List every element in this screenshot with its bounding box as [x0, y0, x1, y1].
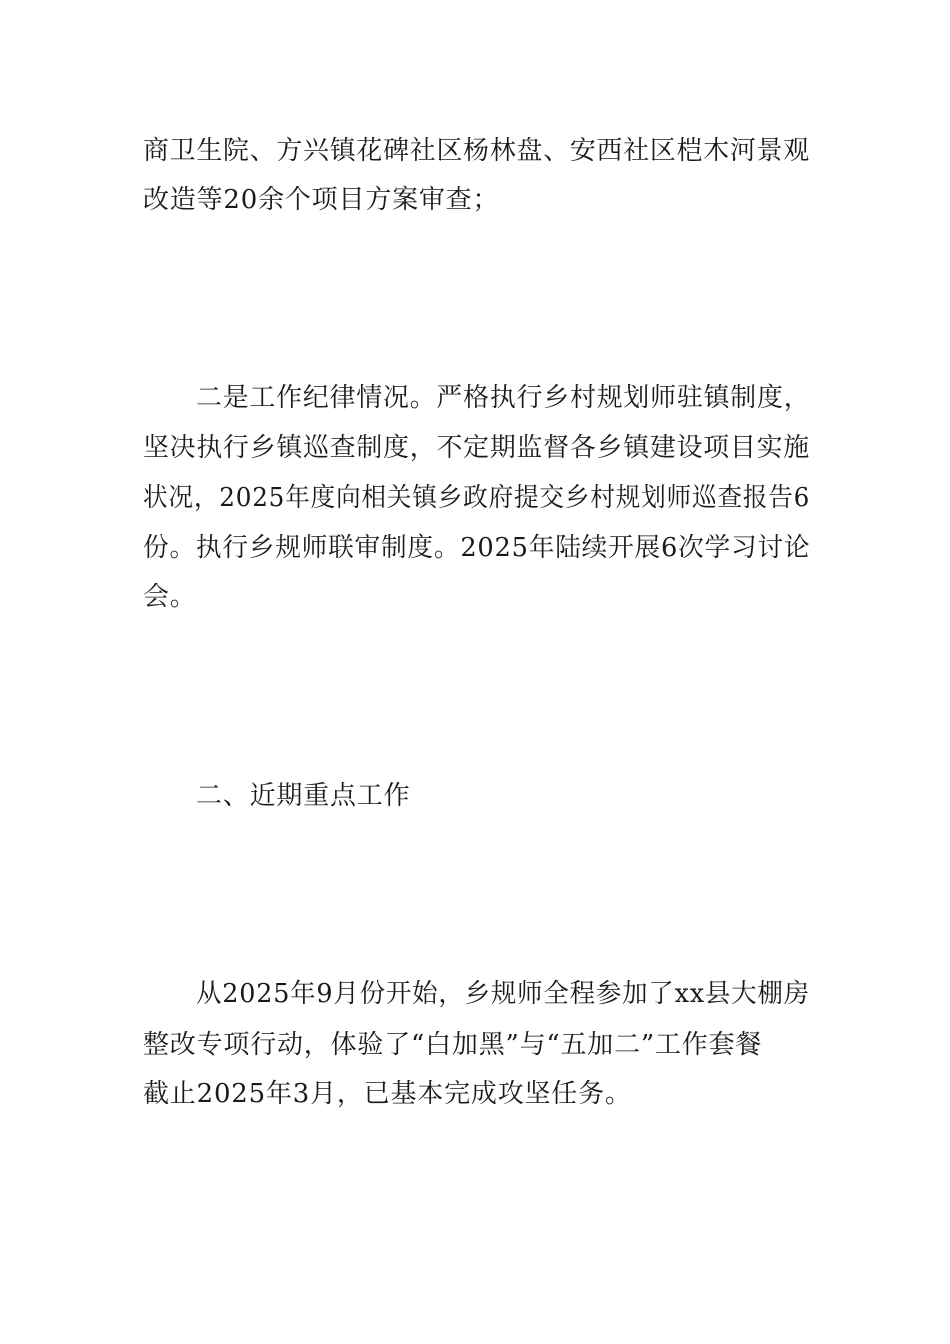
heading-recent-key-work: 二、近期重点工作 [196, 781, 411, 811]
text-line: 坚决执行乡镇巡查制度，不定期监督各乡镇建设项目实施 [143, 433, 811, 463]
text-line: 截止2025年3月，已基本完成攻坚任务。 [143, 1079, 632, 1109]
text-line: 商卫生院、方兴镇花碑社区杨林盘、安西社区桤木河景观 [143, 136, 811, 166]
text-line: 改造等20余个项目方案审查； [143, 185, 500, 215]
text-line: 整改专项行动，体验了“白加黑”与“五加二”工作套餐 [143, 1030, 763, 1060]
text-line: 从2025年9月份开始，乡规师全程参加了xx县大棚房 [196, 979, 810, 1009]
text-line: 会。 [143, 582, 197, 612]
text-line: 份。执行乡规师联审制度。2025年陆续开展6次学习讨论 [143, 533, 811, 563]
text-line: 状况，2025年度向相关镇乡政府提交乡村规划师巡查报告6 [143, 483, 811, 513]
text-line: 二是工作纪律情况。严格执行乡村规划师驻镇制度， [196, 383, 811, 413]
